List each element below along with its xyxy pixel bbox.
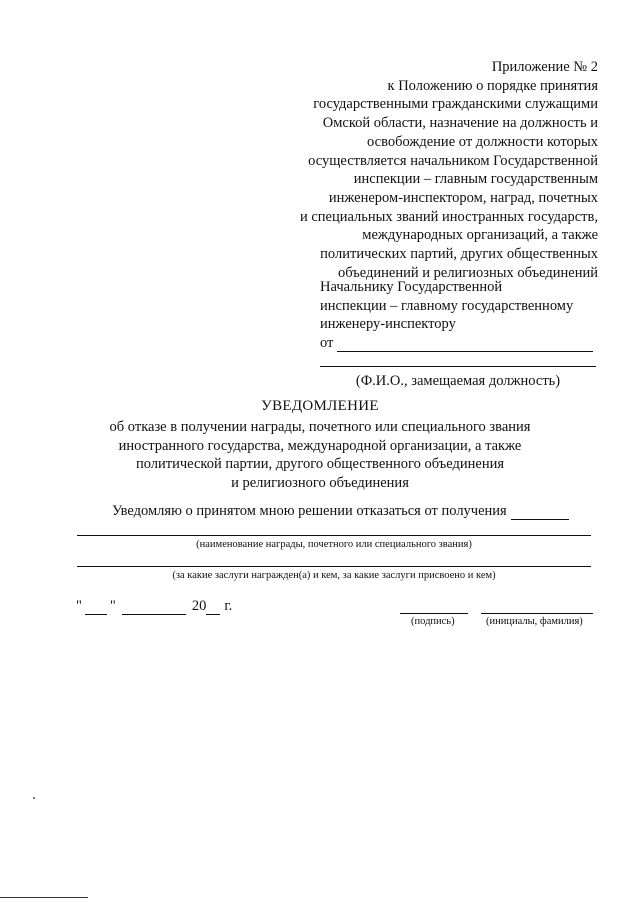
fio-position-hint: (Ф.И.О., замещаемая должность) xyxy=(355,373,561,389)
appendix-line: государственными гражданскими служащими xyxy=(313,96,598,113)
scan-speck xyxy=(33,797,35,799)
addressee-line: инспекции – главному государственному xyxy=(320,297,574,314)
name-field[interactable] xyxy=(481,613,593,614)
month-field[interactable] xyxy=(122,602,186,615)
subject-line: и религиозного объединения xyxy=(231,475,409,492)
appendix-line: и специальных званий иностранных государств, xyxy=(299,208,598,225)
subject-line: политической партии, другого общественного объединения xyxy=(135,456,505,473)
appendix-line: международных организаций, а также xyxy=(362,227,598,244)
addressee-line: Начальнику Государственной xyxy=(320,279,503,295)
signature-hint: (подпись) xyxy=(411,616,455,627)
appendix-line: Приложение № 2 xyxy=(491,59,598,75)
year-prefix: 20 xyxy=(191,598,207,614)
from-row xyxy=(320,334,610,353)
appendix-line: объединений и религиозных объединений xyxy=(338,264,598,281)
quote-open: " xyxy=(76,598,82,614)
addressee-line: инженеру-инспектору xyxy=(320,316,456,332)
award-name-field-start[interactable] xyxy=(511,507,569,520)
subject-line: об отказе в получении награды, почетного или специального звания xyxy=(109,419,531,435)
appendix-line: инспекции – главным государственным xyxy=(353,171,598,188)
appendix-header xyxy=(268,58,598,282)
year-field[interactable] xyxy=(206,602,220,615)
addressee-block xyxy=(320,278,610,391)
scan-edge-line xyxy=(0,897,88,898)
appendix-line: политических партий, других общественных xyxy=(320,246,598,263)
merits-field[interactable] xyxy=(77,566,591,567)
signature-field[interactable] xyxy=(400,613,468,614)
subject-line: иностранного государства, международной организации, а также xyxy=(118,437,522,454)
merits-hint: (за какие заслуги награжден(а) и кем, за какие заслуги присвоено и кем) xyxy=(172,570,496,581)
appendix-line: к Положению о порядке принятия xyxy=(387,77,598,94)
award-name-hint: (наименование награды, почетного или специального звания) xyxy=(196,539,472,550)
year-suffix: г. xyxy=(224,598,233,614)
date-row xyxy=(76,598,232,615)
document-subject xyxy=(0,418,640,493)
day-field[interactable] xyxy=(85,602,107,615)
quote-close: " xyxy=(109,598,116,614)
award-name-field[interactable] xyxy=(77,535,591,536)
appendix-line: освобождение от должности которых xyxy=(367,133,598,150)
position-field[interactable] xyxy=(320,366,596,367)
name-hint: (инициалы, фамилия) xyxy=(486,616,583,627)
from-label: от xyxy=(320,334,334,351)
document-title: УВЕДОМЛЕНИЕ xyxy=(261,398,379,414)
appendix-line: Омской области, назначение на должность и xyxy=(322,115,598,132)
appendix-line: осуществляется начальником Государственной xyxy=(308,152,598,169)
notify-text: Уведомляю о принятом мною решении отказаться от получения xyxy=(112,503,507,519)
from-name-field[interactable] xyxy=(337,337,593,352)
notify-row xyxy=(112,503,602,520)
appendix-line: инженером-инспектором, наград, почетных xyxy=(328,189,598,206)
